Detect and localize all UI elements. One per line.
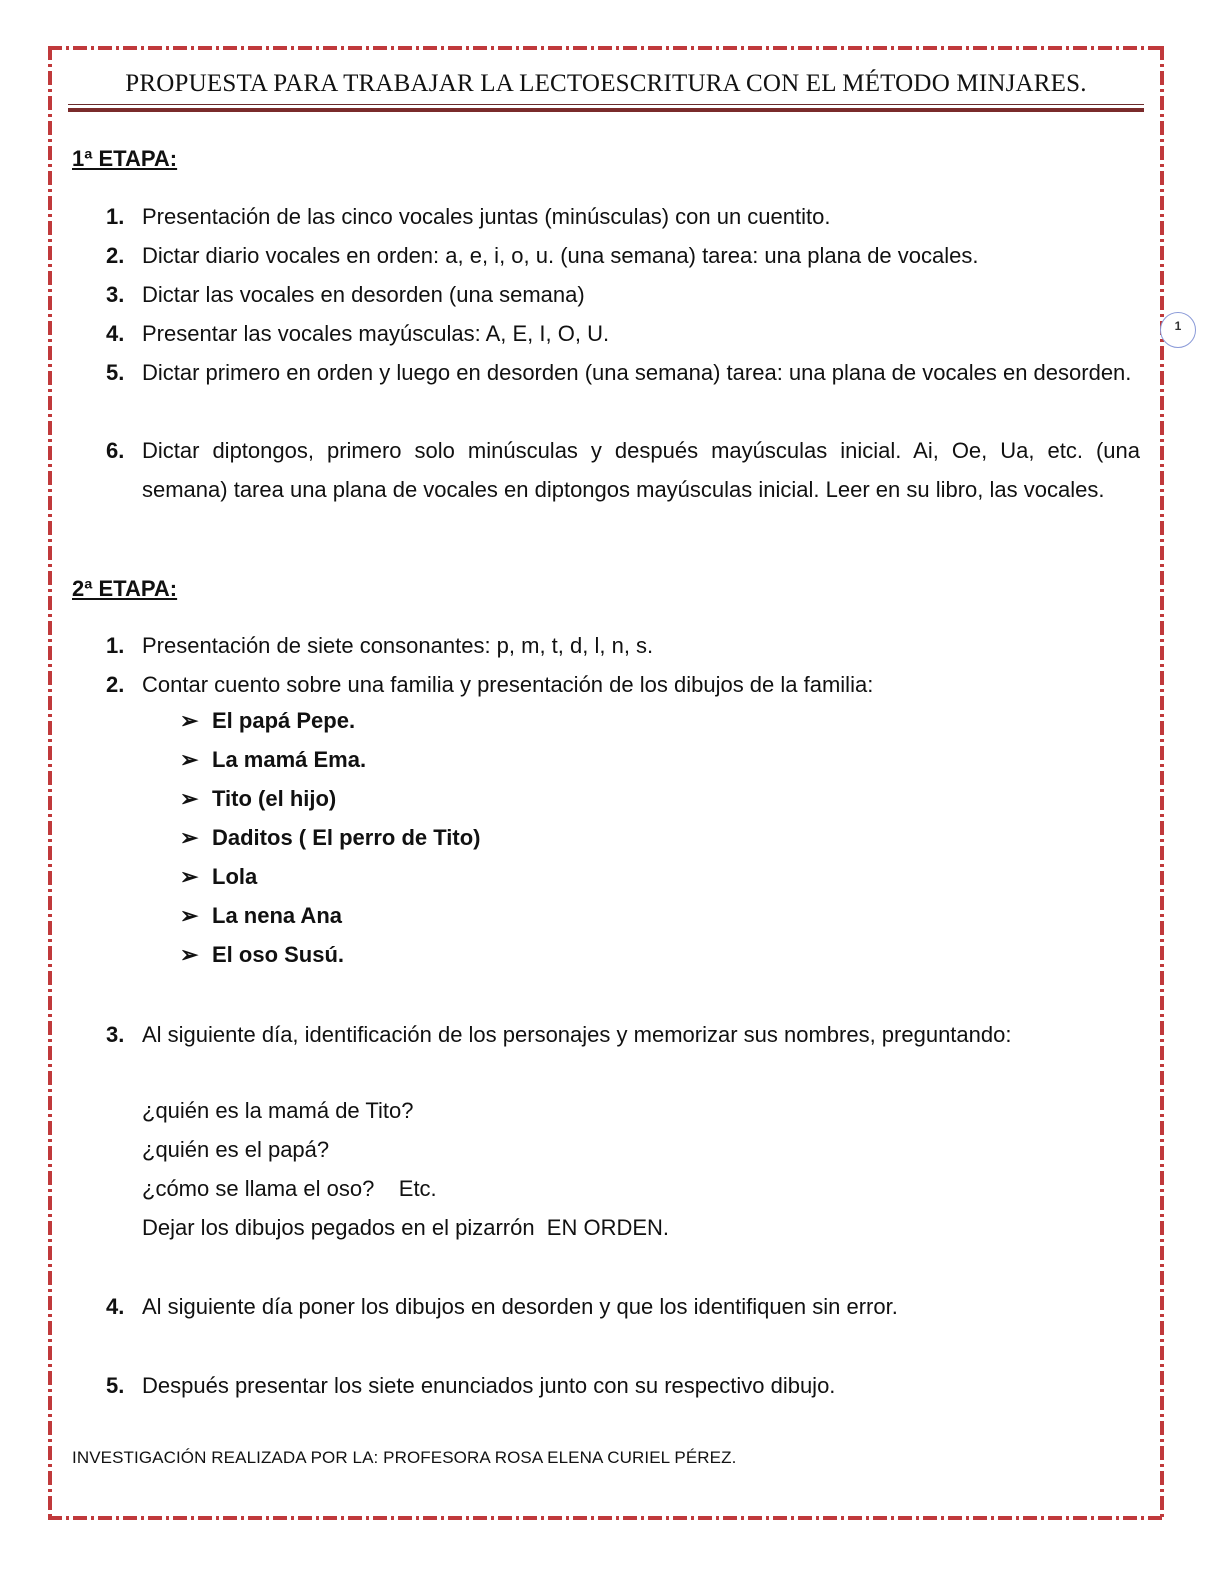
item-number: 4. <box>106 1294 125 1319</box>
arrow-bullet-icon: ➢ <box>180 942 199 967</box>
header-rule-thick <box>68 108 1144 112</box>
etapa2-item-2 <box>106 665 1140 704</box>
etapa1-item-3 <box>106 275 1140 314</box>
item-number: 5. <box>106 360 125 385</box>
item-text: Presentación de las cinco vocales juntas (minúsculas) con un cuentito. <box>142 204 831 229</box>
arrow-bullet-icon: ➢ <box>180 786 199 811</box>
item-number: 4. <box>106 321 125 346</box>
etapa1-item-6 <box>106 431 1140 509</box>
item-text: Presentar las vocales mayúsculas: A, E, I, O, U. <box>142 321 610 346</box>
character-name: Daditos ( El perro de Tito) <box>212 825 481 850</box>
item-number: 1. <box>106 204 125 229</box>
etapa1-item-5 <box>106 353 1140 392</box>
page-border-left <box>48 46 52 1520</box>
item-text: Dictar primero en orden y luego en desorden (una semana) tarea: una plana de vocales en desorden. <box>142 360 1132 385</box>
item-number: 5. <box>106 1373 125 1398</box>
arrow-bullet-icon: ➢ <box>180 825 199 850</box>
header-rule-thin <box>68 104 1144 105</box>
page-number-badge: 1 <box>1160 312 1196 348</box>
character-bullet <box>180 708 355 734</box>
item-text: Dictar diptongos, primero solo minúsculas y después mayúsculas inicial. Ai, Oe, Ua, etc. (una semana) tarea una plana de vocales en diptongos mayúsculas inicial. Leer en su libro, las vocales. <box>142 438 1140 502</box>
question-line: ¿quién es el papá? <box>142 1137 330 1162</box>
item-number: 3. <box>106 1022 125 1047</box>
question-line: ¿cómo se llama el oso? Etc. <box>142 1176 437 1201</box>
etapa2-heading: 2ª ETAPA: <box>72 576 178 601</box>
item-text: Después presentar los siete enunciados junto con su respectivo dibujo. <box>142 1373 836 1398</box>
item-number: 6. <box>106 438 125 463</box>
arrow-bullet-icon: ➢ <box>180 903 199 928</box>
etapa1-item-1 <box>106 197 1140 236</box>
character-name: El oso Susú. <box>212 942 345 967</box>
etapa1-item-2 <box>106 236 1140 275</box>
page-border-bottom <box>48 1516 1164 1520</box>
etapa1-heading: 1ª ETAPA: <box>72 146 178 171</box>
item-text: Presentación de siete consonantes: p, m, t, d, l, n, s. <box>142 633 654 658</box>
character-name: Tito (el hijo) <box>212 786 337 811</box>
footer-credit: INVESTIGACIÓN REALIZADA POR LA: PROFESORA ROSA ELENA CURIEL PÉREZ. <box>72 1448 737 1467</box>
etapa2-item-4 <box>106 1287 1140 1326</box>
etapa1-item-4 <box>106 314 1140 353</box>
question-line: ¿quién es la mamá de Tito? <box>142 1098 414 1123</box>
instruction-line: Dejar los dibujos pegados en el pizarrón EN ORDEN. <box>142 1215 670 1240</box>
character-bullet <box>180 825 481 851</box>
character-bullet <box>180 903 342 929</box>
item-number: 2. <box>106 243 125 268</box>
item-number: 1. <box>106 633 125 658</box>
character-name: La mamá Ema. <box>212 747 367 772</box>
page-border-right <box>1160 46 1164 1520</box>
document-title: PROPUESTA PARA TRABAJAR LA LECTOESCRITURA CON EL MÉTODO MINJARES. <box>125 70 1087 97</box>
character-name: El papá Pepe. <box>212 708 356 733</box>
arrow-bullet-icon: ➢ <box>180 708 199 733</box>
arrow-bullet-icon: ➢ <box>180 747 199 772</box>
character-bullet <box>180 942 344 968</box>
item-text: Contar cuento sobre una familia y presentación de los dibujos de la familia: <box>142 672 874 697</box>
item-number: 3. <box>106 282 125 307</box>
etapa2-item-3 <box>106 1015 1140 1054</box>
character-bullet <box>180 786 336 812</box>
etapa2-item-1 <box>106 626 1140 665</box>
item-text: Dictar las vocales en desorden (una semana) <box>142 282 585 307</box>
item-text: Al siguiente día poner los dibujos en desorden y que los identifiquen sin error. <box>142 1294 898 1319</box>
item-number: 2. <box>106 672 125 697</box>
character-name: Lola <box>212 864 258 889</box>
character-bullet <box>180 747 366 773</box>
item-text: Al siguiente día, identificación de los personajes y memorizar sus nombres, preguntando: <box>142 1022 1012 1047</box>
item-text: Dictar diario vocales en orden: a, e, i, o, u. (una semana) tarea: una plana de vocales. <box>142 243 979 268</box>
arrow-bullet-icon: ➢ <box>180 864 199 889</box>
character-bullet <box>180 864 257 890</box>
etapa2-item-5 <box>106 1366 1140 1405</box>
character-name: La nena Ana <box>212 903 342 928</box>
page-border-top <box>48 46 1164 50</box>
